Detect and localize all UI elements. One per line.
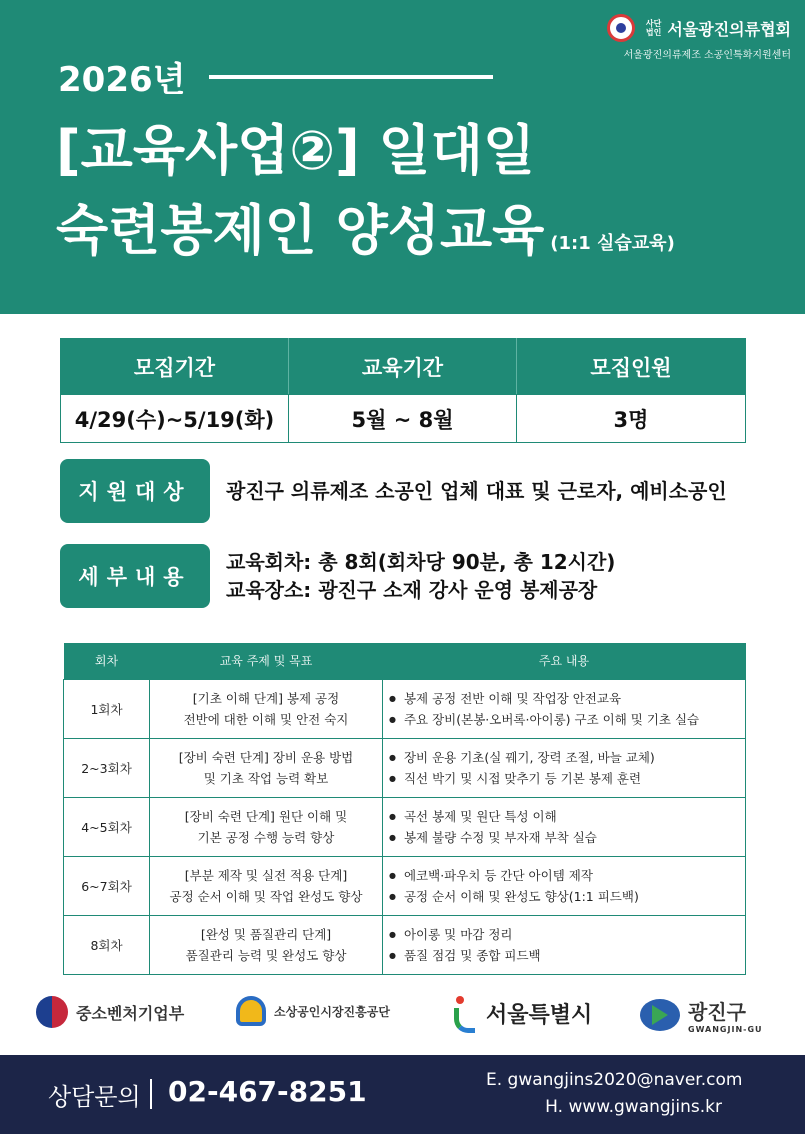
taegeuk-icon bbox=[36, 996, 68, 1028]
content-cell bbox=[383, 679, 746, 738]
header-banner bbox=[0, 0, 805, 314]
summary-header-row bbox=[61, 339, 746, 395]
page-title-line1: [교육사업②] 일대일 bbox=[56, 119, 536, 182]
association-emblem-icon bbox=[607, 14, 635, 42]
year-row bbox=[58, 52, 493, 101]
topic-line: [완성 및 품질관리 단계] bbox=[200, 926, 332, 942]
page-title-line2-text: 숙련봉제인 양성교육 bbox=[56, 199, 545, 262]
curriculum-header-topic: 교육 주제 및 목표 bbox=[150, 643, 383, 679]
content-bullet: ● 품질 점검 및 종합 피드백 bbox=[389, 945, 745, 966]
target-badge: 지원대상 bbox=[60, 459, 210, 523]
year-label: 2026년 bbox=[58, 60, 186, 100]
session-cell: 1회차 bbox=[64, 679, 150, 738]
semas-logo bbox=[236, 996, 390, 1026]
seoul-logo bbox=[448, 996, 592, 1030]
details-text bbox=[226, 548, 615, 604]
content-bullet: ● 주요 장비(본봉·오버록·아이롱) 구조 이해 및 기초 실습 bbox=[389, 709, 745, 730]
gwangjin-text bbox=[688, 996, 763, 1034]
summary-value-edu-period: 5월 ~ 8월 bbox=[289, 395, 517, 443]
seoul-name: 서울특별시 bbox=[486, 1002, 593, 1028]
content-cell bbox=[383, 856, 746, 915]
content-bullet: ● 아이롱 및 마감 정리 bbox=[389, 924, 745, 945]
curriculum-header-row bbox=[64, 643, 746, 679]
footer-contact-bar bbox=[0, 1055, 805, 1134]
topic-cell bbox=[150, 797, 383, 856]
gwangjin-logo bbox=[640, 996, 763, 1034]
mss-name: 중소벤처기업부 bbox=[76, 1003, 185, 1023]
topic-cell bbox=[150, 679, 383, 738]
contact-details bbox=[486, 1067, 743, 1121]
table-row bbox=[64, 856, 746, 915]
gwangjin-emblem-icon bbox=[640, 999, 680, 1031]
table-row bbox=[64, 679, 746, 738]
curriculum-header-content: 주요 내용 bbox=[383, 643, 746, 679]
gwangjin-name-en: GWANGJIN-GU bbox=[688, 1025, 763, 1034]
seoul-emblem-icon bbox=[448, 996, 478, 1030]
semas-name: 소상공인시장진흥공단 bbox=[274, 1004, 390, 1019]
contact-divider bbox=[150, 1079, 152, 1109]
content-bullet: ● 에코백·파우치 등 간단 아이템 제작 bbox=[389, 865, 745, 886]
page-title-line2 bbox=[56, 188, 675, 265]
contact-email[interactable]: E. gwangjins2020@naver.com bbox=[486, 1070, 743, 1090]
content-bullet: ● 봉제 공정 전반 이해 및 작업장 안전교육 bbox=[389, 688, 745, 709]
content-bullet: ● 공정 순서 이해 및 완성도 향상(1:1 피드백) bbox=[389, 886, 745, 907]
topic-line: [장비 숙련 단계] 원단 이해 및 bbox=[184, 808, 348, 824]
target-row bbox=[60, 459, 727, 523]
summary-value-row bbox=[61, 395, 746, 443]
topic-line: 전반에 대한 이해 및 안전 숙지 bbox=[183, 711, 349, 727]
summary-header-edu-period: 교육기간 bbox=[289, 339, 517, 395]
details-row bbox=[60, 544, 615, 608]
details-line-sessions: 교육회차: 총 8회(회차당 90분, 총 12시간) bbox=[226, 550, 616, 574]
curriculum-table bbox=[63, 643, 746, 975]
content-cell bbox=[383, 738, 746, 797]
semas-emblem-icon bbox=[236, 996, 266, 1026]
session-cell: 2~3회차 bbox=[64, 738, 150, 797]
content-bullet: ● 직선 박기 및 시접 맞추기 등 기본 봉제 훈련 bbox=[389, 768, 745, 789]
topic-cell bbox=[150, 856, 383, 915]
content-cell bbox=[383, 915, 746, 974]
summary-value-capacity: 3명 bbox=[517, 395, 746, 443]
session-cell: 6~7회차 bbox=[64, 856, 150, 915]
sponsor-logos bbox=[0, 988, 805, 1044]
session-cell: 8회차 bbox=[64, 915, 150, 974]
logo-subtitle: 서울광진의류제조 소공인특화지원센터 bbox=[623, 50, 791, 61]
topic-line: 기본 공정 수행 능력 향상 bbox=[197, 829, 335, 845]
target-text: 광진구 의류제조 소공인 업체 대표 및 근로자, 예비소공인 bbox=[226, 479, 727, 503]
topic-line: 및 기초 작업 능력 확보 bbox=[203, 770, 329, 786]
association-logo bbox=[591, 14, 791, 61]
details-line-location: 교육장소: 광진구 소재 강사 운영 봉제공장 bbox=[226, 578, 598, 602]
content-bullet: ● 곡선 봉제 및 원단 특성 이해 bbox=[389, 806, 745, 827]
contact-homepage[interactable]: H. www.gwangjins.kr bbox=[545, 1097, 722, 1117]
topic-line: 품질관리 능력 및 완성도 향상 bbox=[185, 947, 347, 963]
topic-line: [부분 제작 및 실전 적용 단계] bbox=[184, 867, 348, 883]
curriculum-header-session: 회차 bbox=[64, 643, 150, 679]
contact-phone[interactable]: 02-467-8251 bbox=[168, 1075, 367, 1108]
topic-cell bbox=[150, 915, 383, 974]
topic-line: 공정 순서 이해 및 작업 완성도 향상 bbox=[169, 888, 363, 904]
table-row bbox=[64, 915, 746, 974]
summary-table bbox=[60, 338, 746, 443]
logo-corp-type: 사단법인 bbox=[645, 19, 662, 37]
content-cell bbox=[383, 797, 746, 856]
content-bullet: ● 봉제 불량 수정 및 부자재 부착 실습 bbox=[389, 827, 745, 848]
contact-label: 상담문의 bbox=[48, 1083, 141, 1111]
summary-header-capacity: 모집인원 bbox=[517, 339, 746, 395]
table-row bbox=[64, 797, 746, 856]
summary-header-recruit-period: 모집기간 bbox=[61, 339, 289, 395]
year-divider bbox=[209, 75, 493, 79]
session-cell: 4~5회차 bbox=[64, 797, 150, 856]
summary-value-recruit-period: 4/29(수)~5/19(화) bbox=[61, 395, 289, 443]
table-row bbox=[64, 738, 746, 797]
mss-logo bbox=[36, 996, 184, 1028]
topic-cell bbox=[150, 738, 383, 797]
gwangjin-name: 광진구 bbox=[688, 1000, 746, 1024]
logo-name: 서울광진의류협회 bbox=[667, 19, 791, 39]
topic-line: [장비 숙련 단계] 장비 운용 방법 bbox=[178, 749, 354, 765]
topic-line: [기초 이해 단계] 봉제 공정 bbox=[192, 690, 340, 706]
content-bullet: ● 장비 운용 기초(실 꿰기, 장력 조절, 바늘 교체) bbox=[389, 747, 745, 768]
details-badge: 세부내용 bbox=[60, 544, 210, 608]
page-title-subtitle: (1:1 실습교육) bbox=[550, 233, 675, 254]
